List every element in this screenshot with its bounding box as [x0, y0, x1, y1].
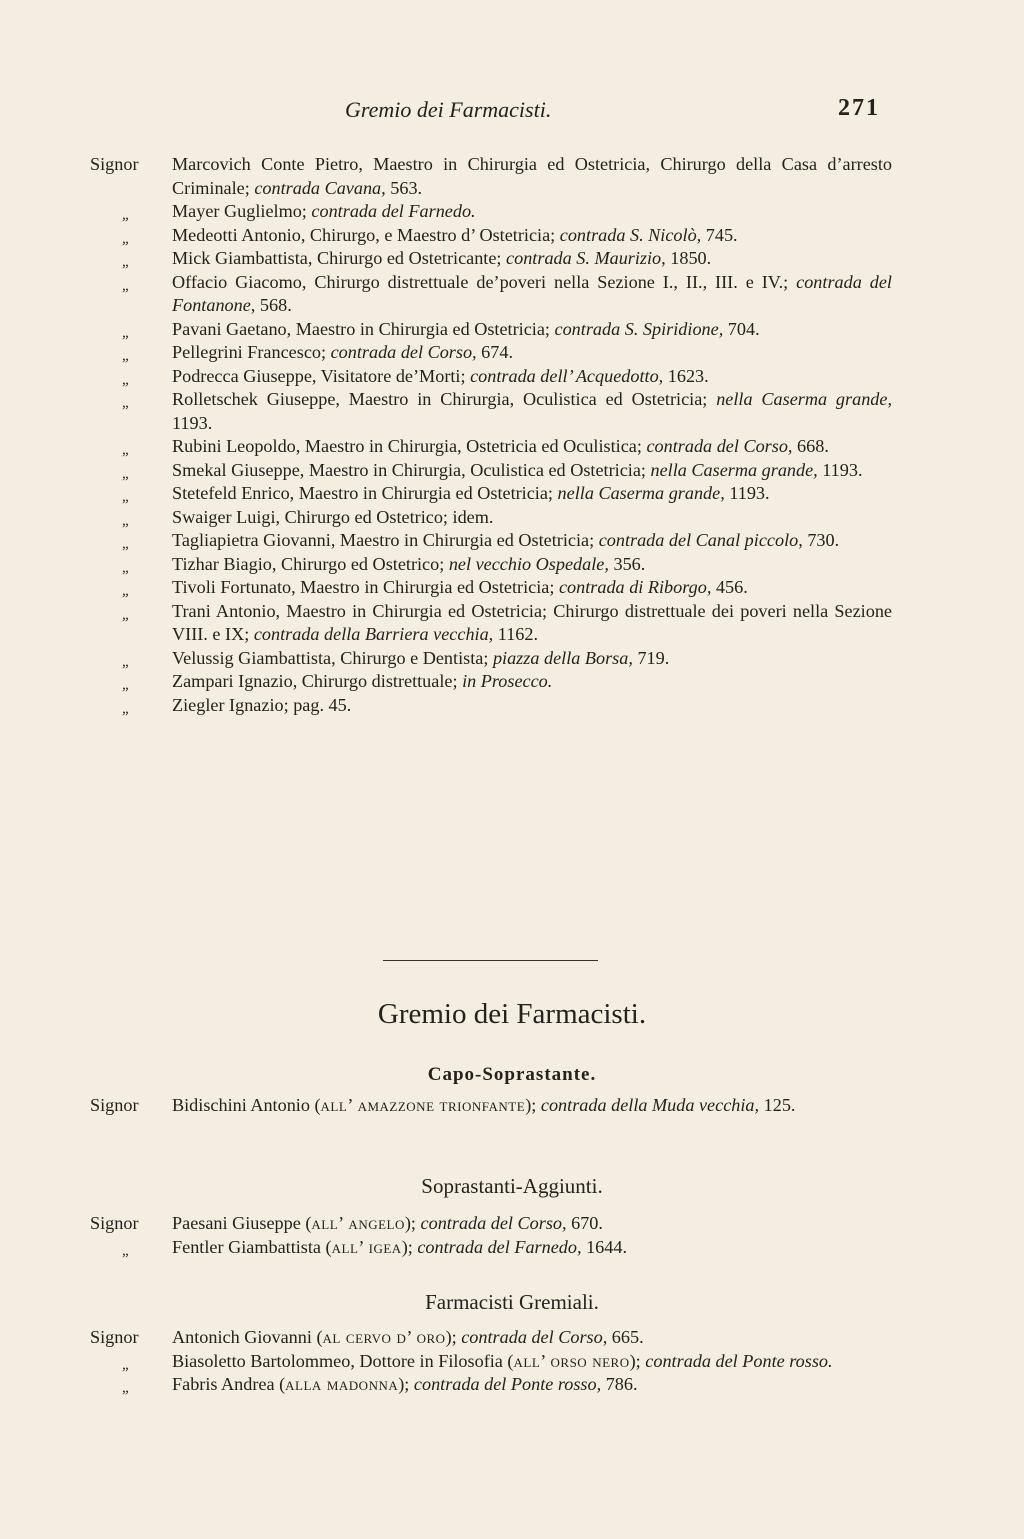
entry-prefix: „: [122, 536, 129, 552]
entry-address: contrada del Farnedo.: [311, 201, 476, 221]
entry-segment: );: [398, 1374, 414, 1394]
entry-segment: Pellegrini Francesco;: [172, 342, 331, 362]
entry-segment: Medeotti Antonio, Chirurgo, e Maestro d’ Ostetricia;: [172, 224, 560, 245]
entry-text: [172, 225, 738, 245]
entry-segment: Tizhar Biagio, Chirurgo ed Ostetrico;: [172, 553, 449, 574]
entry-segment: Fentler Giambattista (: [172, 1236, 332, 1257]
entry-segment: 1623.: [663, 365, 709, 386]
entry-text: [172, 554, 645, 574]
entry-text: [172, 342, 513, 362]
entry-prefix: „: [122, 606, 129, 623]
entry-text: [172, 695, 351, 715]
entry-segment: 704.: [723, 318, 760, 339]
entry-prefix: Signor: [90, 1095, 139, 1115]
entry-segment: Rolletschek Giuseppe, Maestro in Chirurgia, Oculistica ed Ostetricia;: [172, 389, 717, 409]
entry-text: [172, 507, 493, 527]
entry-address: in Prosecco.: [462, 671, 553, 691]
entry-address: contrada del Corso,: [330, 342, 477, 362]
entry-segment: Bidischini Antonio (: [172, 1095, 321, 1115]
directory-entry: [0, 388, 892, 435]
entry-text: [172, 1095, 795, 1115]
entry-sign-name: all’ amazzone trionfante: [320, 1095, 526, 1115]
entry-segment: Offacio Giacomo, Chirurgo distrettuale de’poveri nella Sezione I., II., III. e IV.;: [172, 271, 797, 292]
entry-sign-name: all’ igea: [331, 1236, 402, 1257]
entry-prefix: Signor: [90, 1213, 139, 1233]
directory-entry: [0, 153, 892, 200]
capo-entries: [0, 1094, 1024, 1118]
entry-segment: 125.: [759, 1095, 796, 1115]
entry-prefix: Signor: [90, 1327, 139, 1347]
directory-entry: [0, 1094, 892, 1118]
entry-segment: Pavani Gaetano, Maestro in Chirurgia ed Ostetricia;: [172, 318, 555, 339]
entry-text: [172, 460, 863, 480]
entry-segment: 719.: [632, 647, 670, 668]
entry-prefix: „: [122, 1242, 129, 1259]
entry-sign-name: all’ angelo: [311, 1213, 405, 1233]
gremiali-heading: Farmacisti Gremiali.: [425, 1290, 599, 1314]
entry-segment: Paesani Giuseppe (: [172, 1213, 312, 1233]
entry-segment: Tivoli Fortunato, Maestro in Chirurgia ed Ostetricia;: [172, 577, 559, 597]
entry-segment: Biasoletto Bartolommeo, Dottore in Filosofia (: [172, 1350, 514, 1371]
directory-entry: [0, 224, 892, 248]
directory-entry: [0, 200, 892, 224]
entry-segment: Stetefeld Enrico, Maestro in Chirurgia ed Ostetricia;: [172, 483, 558, 503]
capo-heading: Capo-Soprastante.: [427, 1064, 597, 1085]
entry-segment: 1162.: [493, 624, 539, 644]
entry-segment: Trani Antonio, Maestro in Chirurgia ed Ostetricia; Chirurgo distrettuale dei poveri nella Sezione VIII. e IX;: [172, 600, 892, 644]
entry-segment: );: [629, 1350, 646, 1371]
entry-prefix: „: [122, 442, 129, 458]
entry-prefix: „: [122, 277, 129, 294]
entry-segment: Swaiger Luigi, Chirurgo ed Ostetrico; idem.: [172, 506, 494, 527]
entry-prefix: „: [122, 583, 129, 599]
entry-segment: Ziegler Ignazio; pag. 45.: [172, 694, 352, 715]
entry-segment: );: [445, 1327, 462, 1347]
entry-segment: Podrecca Giuseppe, Visitatore de’Morti;: [172, 365, 471, 386]
directory-entry: [0, 365, 892, 389]
entry-prefix: „: [122, 207, 129, 223]
section-divider: [383, 960, 598, 961]
directory-entry: [0, 482, 892, 506]
entry-segment: Marcovich Conte Pietro, Maestro in Chirurgia ed Ostetricia, Chirurgo della Casa d’arresto Criminale;: [172, 154, 892, 198]
aggiunti-entries: [0, 1212, 1024, 1259]
entry-address: contrada del Farnedo,: [417, 1236, 582, 1257]
directory-entry: [0, 670, 892, 694]
entry-segment: Rubini Leopoldo, Maestro in Chirurgia, Ostetricia ed Oculistica;: [172, 436, 647, 456]
entry-text: [172, 1237, 627, 1257]
entry-segment: 1193.: [172, 412, 213, 433]
directory-entry: [0, 576, 892, 600]
directory-entry: [0, 435, 892, 459]
directory-entry: [0, 271, 892, 318]
directory-entry: [0, 553, 892, 577]
entry-text: [172, 530, 839, 550]
entry-segment: Velussig Giambattista, Chirurgo e Dentista;: [172, 647, 493, 668]
entry-text: [172, 201, 476, 221]
directory-entry: [0, 1236, 892, 1260]
entry-address: contrada del Corso,: [420, 1213, 567, 1233]
running-title: Gremio dei Farmacisti.: [345, 97, 552, 122]
entry-address: contrada S. Spiridione,: [554, 318, 724, 339]
entry-address: contrada del Ponte rosso,: [413, 1374, 602, 1394]
directory-entry: [0, 647, 892, 671]
entry-prefix: Signor: [90, 154, 139, 174]
entry-prefix: „: [122, 465, 129, 482]
directory-entry: [0, 247, 892, 271]
entry-address: contrada S. Nicolò,: [559, 224, 702, 245]
entry-address: nella Caserma grande,: [557, 483, 725, 503]
directory-entry: [0, 341, 892, 365]
entry-segment: Zampari Ignazio, Chirurgo distrettuale;: [172, 671, 463, 691]
entry-segment: 730.: [802, 530, 840, 550]
entry-segment: 456.: [711, 577, 748, 597]
entry-segment: Fabris Andrea (: [172, 1374, 286, 1394]
entry-address: nella Caserma grande,: [716, 389, 892, 409]
entry-prefix: „: [122, 395, 129, 411]
entry-segment: 745.: [701, 224, 738, 245]
entry-text: [172, 601, 892, 645]
entry-prefix: „: [122, 512, 129, 529]
entry-segment: 1850.: [665, 248, 712, 268]
directory-entry: [0, 694, 892, 718]
directory-entry: [0, 506, 892, 530]
entry-prefix: „: [122, 653, 129, 670]
entry-text: [172, 648, 669, 668]
directory-entry: [0, 1373, 892, 1397]
entry-segment: Tagliapietra Giovanni, Maestro in Chirurgia ed Ostetricia;: [172, 530, 599, 550]
entry-segment: Mick Giambattista, Chirurgo ed Ostetricante;: [172, 248, 507, 268]
entry-address: contrada S. Maurizio,: [506, 248, 666, 268]
directory-entry: [0, 318, 892, 342]
entry-address: contrada del Fontanone,: [172, 271, 892, 315]
directory-entry: [0, 600, 892, 647]
entry-text: [172, 248, 711, 268]
entry-address: contrada dell’ Acquedotto,: [470, 365, 664, 386]
entry-segment: Smekal Giuseppe, Maestro in Chirurgia, Oculistica ed Ostetricia;: [172, 459, 651, 480]
entry-prefix: „: [122, 324, 129, 341]
entry-text: [172, 389, 892, 433]
entry-text: [172, 483, 770, 503]
entry-text: [172, 577, 748, 597]
directory-entries: [0, 153, 1024, 717]
entry-text: [172, 436, 829, 456]
entry-prefix: „: [122, 1356, 129, 1373]
entry-text: [172, 1327, 644, 1347]
directory-entry: [0, 1212, 892, 1236]
entry-segment: 563.: [385, 177, 423, 198]
entry-text: [172, 154, 892, 198]
page-number: 271: [838, 95, 880, 121]
entry-address: contrada della Barriera vecchia,: [253, 624, 494, 644]
entry-segment: 568.: [255, 295, 292, 315]
entry-address: contrada del Canal piccolo,: [598, 530, 803, 550]
entry-prefix: „: [122, 230, 129, 247]
entry-segment: );: [404, 1213, 421, 1233]
entry-sign-name: all’ orso nero: [513, 1350, 630, 1371]
entry-segment: 674.: [476, 342, 513, 362]
section-title: Gremio dei Farmacisti.: [377, 998, 647, 1030]
entry-text: [172, 319, 760, 339]
entry-sign-name: alla madonna: [285, 1374, 399, 1394]
entry-address: contrada del Corso,: [646, 436, 793, 456]
directory-entry: [0, 1326, 892, 1350]
entry-text: [172, 671, 552, 691]
entry-segment: 1193.: [724, 483, 770, 503]
entry-address: piazza della Borsa,: [492, 647, 633, 668]
entry-prefix: „: [122, 677, 129, 693]
entry-address: contrada del Ponte rosso.: [645, 1350, 833, 1371]
entry-segment: 668.: [792, 436, 829, 456]
entry-text: [172, 272, 892, 316]
directory-entry: [0, 459, 892, 483]
entry-prefix: „: [122, 700, 129, 717]
entry-segment: 1644.: [581, 1236, 627, 1257]
entry-segment: Antonich Giovanni (: [172, 1327, 323, 1347]
entry-segment: );: [525, 1095, 541, 1115]
directory-entry: [0, 529, 892, 553]
entry-text: [172, 1374, 638, 1394]
entry-segment: 786.: [601, 1374, 638, 1394]
entry-address: nel vecchio Ospedale,: [448, 553, 609, 574]
entry-prefix: „: [122, 559, 129, 576]
entry-segment: 1193.: [817, 459, 863, 480]
entry-segment: 665.: [607, 1327, 644, 1347]
entry-address: nella Caserma grande,: [650, 459, 818, 480]
entry-prefix: „: [122, 254, 129, 270]
entry-prefix: „: [122, 348, 129, 364]
entry-sign-name: al cervo d’ oro: [322, 1327, 446, 1347]
entry-address: contrada Cavana,: [254, 177, 386, 198]
entry-segment: 356.: [608, 553, 646, 574]
entry-prefix: „: [122, 489, 129, 505]
entry-address: contrada della Muda vecchia,: [540, 1095, 760, 1115]
entry-prefix: „: [122, 371, 129, 388]
entry-address: contrada del Corso,: [461, 1327, 608, 1347]
directory-entry: [0, 1350, 892, 1374]
entry-text: [172, 1213, 603, 1233]
entry-segment: );: [401, 1236, 418, 1257]
entry-address: contrada di Riborgo,: [558, 577, 712, 597]
aggiunti-heading: Soprastanti-Aggiunti.: [421, 1174, 603, 1198]
entry-segment: Mayer Guglielmo;: [172, 201, 312, 221]
entry-segment: 670.: [566, 1213, 603, 1233]
gremiali-entries: [0, 1326, 1024, 1397]
entry-text: [172, 366, 709, 386]
entry-text: [172, 1351, 833, 1371]
running-head: [0, 97, 1024, 137]
entry-prefix: „: [122, 1380, 129, 1396]
